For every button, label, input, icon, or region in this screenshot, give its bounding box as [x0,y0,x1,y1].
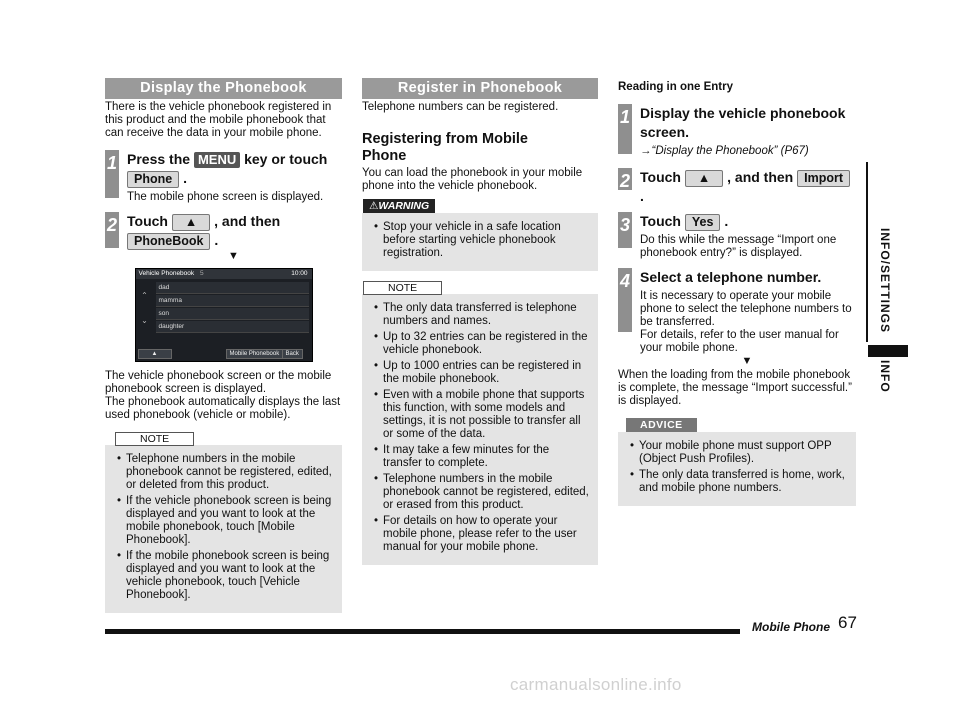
note-section [362,281,598,565]
phonebook-button[interactable]: PhoneBook [127,233,210,250]
section-banner: Display the Phonebook [105,78,342,99]
step-body: The mobile phone screen is displayed. [127,191,324,203]
step-number: 1 [105,150,119,198]
note-list [372,302,590,554]
note-item: • If the mobile phonebook screen is being displayed and you want to look at the vehicle phonebook, touch [Vehicle Phonebook]. [115,550,334,602]
note-item: • The only data transferred is telephone numbers and names. [372,302,590,328]
step-number: 2 [105,212,119,248]
intro-text: Telephone numbers can be registered. [362,101,559,113]
yes-button[interactable]: Yes [685,214,721,231]
step-text: Touch [640,213,681,229]
warning-section [362,199,598,271]
step-text: , and then [727,169,794,185]
step-number: 2 [618,168,632,190]
step-title [127,150,342,188]
step-text: Touch [640,169,681,185]
page-number: 67 [838,613,857,632]
warning-box [362,213,598,271]
step-2 [618,168,856,206]
screen-footer [138,349,310,359]
warning-label-text: WARNING [378,200,430,212]
advice-list [628,440,848,495]
step-number: 1 [618,104,632,154]
warning-list [372,221,590,260]
contact-row[interactable]: dad [156,282,309,294]
note-item: • It may take a few minutes for the transfer to complete. [372,444,590,470]
advice-box [618,432,856,506]
down-arrow-icon: ▼ [741,355,753,367]
scroll-controls [137,289,153,339]
step-2 [105,212,342,250]
scroll-down-icon[interactable]: ⌄ [141,316,148,325]
note-label: NOTE [363,281,442,295]
step-number: 4 [618,268,632,332]
advice-item: • The only data transferred is home, work, and mobile phone numbers. [628,469,848,495]
step-text: . [183,170,187,186]
contact-row[interactable]: daughter [156,321,309,333]
menu-key: MENU [194,152,240,168]
note-item: • For details on how to operate your mobile phone, please refer to the user manual for your mobile phone. [372,515,590,554]
up-arrow-button[interactable]: ▲ [685,170,723,187]
step-title: Display the vehicle phonebook screen. [640,105,846,140]
step-text: . [214,232,219,248]
import-button[interactable]: Import [797,170,850,187]
step-body: It is necessary to operate your mobile phone to select the telephone numbers to be transferred. For details, refer to the user manual for your mobile phone. [640,290,852,354]
section-banner: Register in Phonebook [362,78,598,99]
phone-button[interactable]: Phone [127,171,179,188]
side-tab-rule [866,162,868,342]
warning-item: • Stop your vehicle in a safe location before starting vehicle phonebook registration. [372,221,590,260]
footer-section: Mobile Phone [752,620,830,634]
clock: 10:00 [291,270,308,277]
step-body: Do this while the message “Import one phonebook entry?” is displayed. [640,234,837,259]
advice-section [618,418,856,506]
step-1 [618,104,856,158]
contact-list [156,282,309,334]
screen-up-button[interactable]: ▲ [138,349,172,359]
note-item: • Up to 32 entries can be registered in the vehicle phonebook. [372,331,590,357]
step-title: Select a telephone number. [640,269,822,285]
side-tab-label: INFO/SETTINGS [878,228,892,334]
back-button[interactable]: Back [282,349,303,359]
result-text: When the loading from the mobile phonebook is complete, the message “Import successful.” is displayed. [618,369,852,407]
step-text: Press the [127,151,191,167]
side-tab-label-active: INFO [878,360,892,393]
step-text: . [640,188,644,204]
step-3 [618,212,856,260]
step-text: , and then [214,213,281,229]
entry-count: 5 [199,270,204,277]
phonebook-screenshot [135,268,313,362]
subsection-text: You can load the phonebook in your mobile phone into the vehicle phonebook. [362,167,583,192]
column-reading-entry [618,78,856,506]
note-label: NOTE [115,432,194,446]
subsection-heading: Registering from Mobile Phone [362,131,528,164]
step-1 [105,150,342,204]
watermark: carmanualsonline.info [510,675,682,694]
column-register-phonebook [362,78,598,565]
note-box [362,294,598,565]
step-text: key or touch [244,151,328,167]
note-item: • Telephone numbers in the mobile phonebook cannot be registered, edited, or deleted from this product. [115,453,334,492]
step-title [640,212,856,231]
note-item: • Up to 1000 entries can be registered in the mobile phonebook. [372,360,590,386]
scroll-up-icon[interactable]: ⌃ [141,291,148,300]
step-title [640,168,856,206]
up-arrow-button[interactable]: ▲ [172,214,210,231]
step-text: . [724,213,729,229]
column-display-phonebook [105,78,342,613]
screen-title-bar [136,269,312,279]
note-list [115,453,334,602]
side-tab-marker [868,345,908,357]
note-box [105,445,342,613]
note-item: • Telephone numbers in the mobile phonebook cannot be registered, edited, or erased from this product. [372,473,590,512]
advice-label: ADVICE [626,418,697,432]
intro-text: There is the vehicle phonebook registered in this product and the mobile phonebook that can receive the data in your mobile phone. [105,101,332,139]
note-item: • Even with a mobile phone that supports this function, with some models and settings, it is not possible to transfer all or some of the data. [372,389,590,441]
result-text: The vehicle phonebook screen or the mobile phonebook screen is displayed. The phonebook automatically displays the last used phonebook (vehicle or mobile). [105,370,341,421]
screen-title: Vehicle Phonebook [138,270,195,277]
contact-row[interactable]: son [156,308,309,320]
section-heading: Reading in one Entry [618,81,734,93]
step-title [127,212,342,250]
note-section [105,432,342,613]
contact-row[interactable]: mamma [156,295,309,307]
warning-label: ⚠WARNING [363,199,435,213]
cross-reference: →“Display the Phonebook” (P67) [640,145,809,157]
step-text: Touch [127,213,168,229]
down-arrow-icon: ▼ [228,250,239,262]
footer-rule [105,629,740,634]
step-4 [618,268,856,355]
advice-item: • Your mobile phone must support OPP (Object Push Profiles). [628,440,848,466]
mobile-phonebook-button[interactable]: Mobile Phonebook [226,349,284,359]
step-number: 3 [618,212,632,248]
note-item: • If the vehicle phonebook screen is being displayed and you want to look at the mobile phonebook, touch [Mobile Phonebook]. [115,495,334,547]
